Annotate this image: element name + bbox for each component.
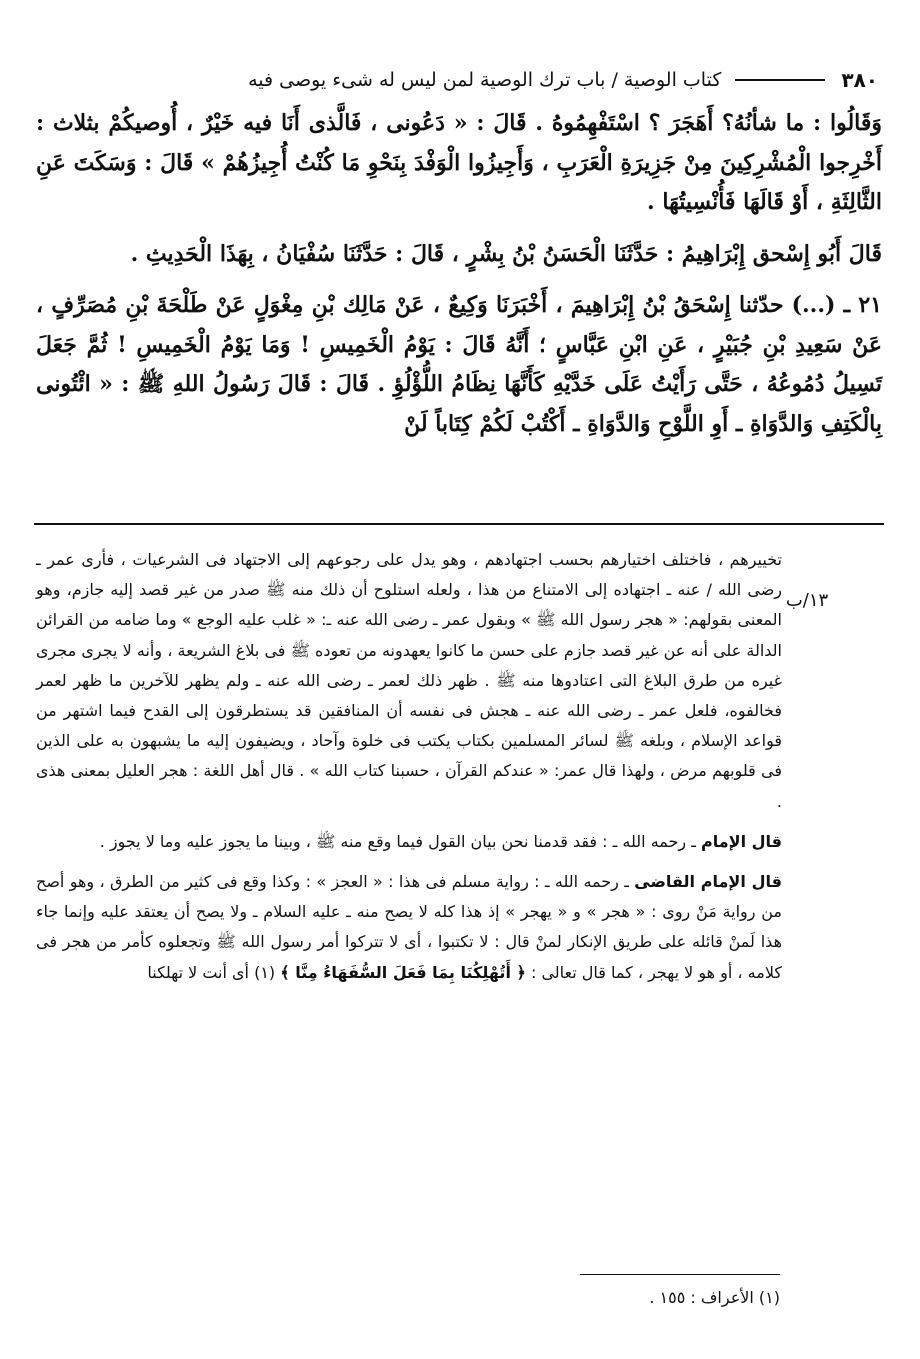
commentary-paragraph — [36, 827, 782, 857]
manuscript-folio-note: ١٣/ب — [785, 590, 829, 611]
quran-quote: ﴿ أَتُهْلِكُنَا بِمَا فَعَلَ السُّفَهَاءُ مِنَّا ﴾ — [280, 962, 526, 982]
commentary-lead: قال الإمام القاضى — [634, 872, 782, 892]
commentary-text — [36, 545, 782, 1250]
page-number: ٣٨٠ — [841, 68, 878, 92]
hadith-paragraph: وَقَالُوا : ما شأنُهُ؟ أَهَجَرَ ؟ اسْتَفْهِمُوهُ . قَالَ : « دَعُونى ، فَالَّذى أَنَا فيه خَيْرٌ ، أُوصيكُمْ بثلاث : أَخْرِجوا الْمُشْرِكِينَ مِنْ جَزِيرَةِ الْعَرَبِ ، وَأَجِيزُوا الْوَفْدَ بِنَحْوِ مَا كُنْتُ أُجِيزُهُمْ » قَالَ : وَسَكَتَ عَنِ الثَّالِثَةِ ، أَوْ قَالَهَا فَأُنْسِيتُهَا . — [36, 110, 882, 215]
commentary-lead: قال الإمام — [701, 831, 782, 851]
commentary-body: ـ رحمه الله ـ : فقد قدمنا نحن بيان القول فيما وقع منه ﷺ ، وبينا ما يجوز عليه وما لا يجوز . — [99, 831, 696, 851]
section-divider — [34, 523, 884, 525]
footnote: (١) الأعراف : ١٥٥ . — [649, 1288, 780, 1307]
running-head: كتاب الوصية / باب ترك الوصية لمن ليس له شىء يوصى فيه — [248, 69, 722, 91]
hadith-body: حدّثنا إِسْحَقُ بْنُ إِبْرَاهِيمَ ، أَخْبَرَنَا وَكِيعٌ ، عَنْ مَالِك بْنِ مِغْوَلٍ عَنْ طَلْحَةَ بْنِ مُصَرِّفٍ ، عَنْ سَعِيدِ بْنِ جُبَيْرٍ ، عَنِ ابْنِ عَبَّاسٍ ؛ أَنَّهُ قَالَ : يَوْمُ الْخَمِيسِ ! وَمَا يَوْمُ الْخَمِيسِ ! ثُمَّ جَعَلَ تَسِيلُ دُمُوعُهُ ، حَتَّى رَأَيْتُ عَلَى خَدَّيْهِ كَأَنَّهَا نِظَامُ اللُّؤْلُؤِ . قَالَ : قَالَ رَسُولُ اللهِ ﷺ : « ائْتُونى بِالْكَتِفِ وَالدَّوَاةِ ـ أَوِ اللَّوْحِ وَالدَّوَاةِ ـ أَكْتُبْ لَكُمْ كِتَاباً لَنْ — [36, 292, 882, 437]
commentary-paragraph: تخييرهم ، فاختلف اختيارهم بحسب اجتهادهم ، وهو يدل على رجوعهم إلى الاجتهاد فى الشرعيات ، فأرى عمر ـ رضى الله / عنه ـ اجتهاده إلى الامتناع من هذا ، ولعله استلوح أن ذلك منه ﷺ صدر من غير قصد إليه جازم، وهو المعنى بقولهم: « هجر رسول الله ﷺ » وبقول عمر ـ رضى الله عنه ـ: « غلب عليه الوجع » وما ضامه من القرائن الدالة على أنه عن غير قصد جازم على حسن ما كانوا يعهدونه من تعوده ﷺ فى بلاغ الشريعة ، وأنه لا يجرى مجرى غيره من طرق البلاغ التى اعتادوها منه ﷺ . ظهر ذلك لعمر ـ رضى الله عنه ـ ولم يظهر للآخرين ما ظهر لعمر فخالفوه، فلعل عمر ـ رضى الله عنه ـ هجش فى نفسه أن المنافقين قد يستطرقون إلى القدح فيما اشتهر من قواعد الإسلام ، وبلغه ﷺ لسائر المسلمين بكتاب يكتب فى خلوة وآحاد ، ويضيفون إليه ما يشبهون به على الذين فى قلوبهم مرض ، ولهذا قال عمر: « عندكم القرآن ، حسبنا كتاب الله » . قال أهل اللغة : هجر العليل بمعنى هذى . — [36, 550, 782, 811]
hadith-text — [36, 104, 882, 519]
footnote-rule — [580, 1274, 780, 1275]
page-header — [38, 62, 878, 98]
commentary-tail: (١) أى أنت لا تهلكنا — [147, 962, 276, 982]
hadith-number: ٢١ ـ (...) — [791, 292, 882, 318]
header-rule — [735, 79, 825, 81]
hadith-paragraph — [36, 286, 882, 444]
commentary-paragraph — [36, 867, 782, 988]
commentary-body: ـ رحمه الله ـ : رواية مسلم فى هذا : « العجز » : وكذا وقع فى كثير من الطرق ، وهو أصح من رواية مَنْ روى : « هجر » و « يهجر » إذ هذا كله لا يصح منه ـ عليه السلام ـ ولا يصح أن يعتقد عليه وإنما جاء هذا لَمنْ قائله على طريق الإنكار لمنْ قال : لا تكتبوا ، أى لا تتركوا أمر رسول الله ﷺ وتجعلوه كأمر من هجر فى كلامه ، أو هو لا يهجر ، كما قال تعالى : — [36, 872, 782, 982]
hadith-paragraph: قَالَ أَبُو إِسْحق إِبْرَاهِيمُ : حَدَّثَنَا الْحَسَنُ بْنُ بِشْرٍ ، قَالَ : حَدَّثَنَا سُفْيَانُ ، بِهَذَا الْحَدِيثِ . — [130, 240, 882, 267]
